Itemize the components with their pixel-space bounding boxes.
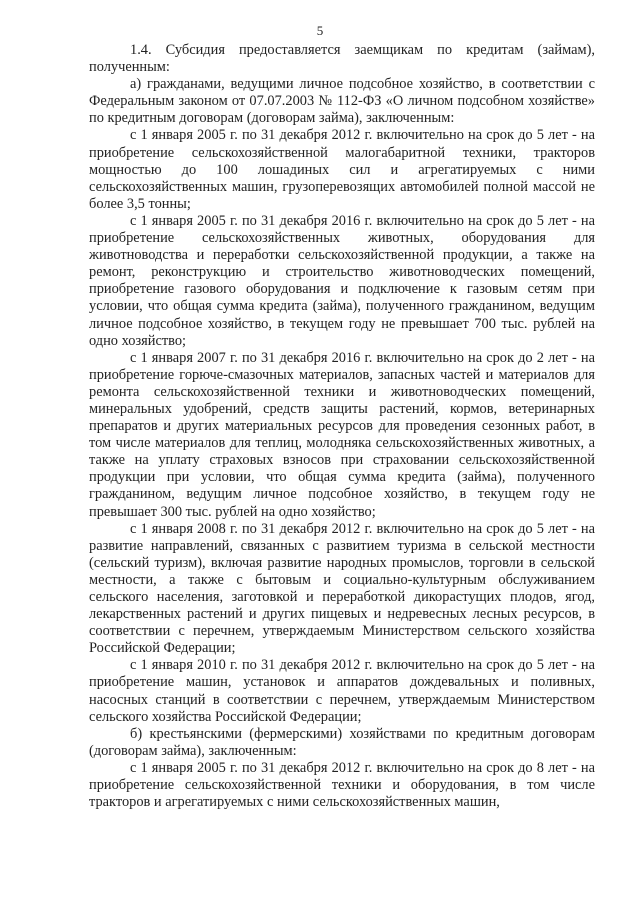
paragraph-tourism-2008-2012: с 1 января 2008 г. по 31 декабря 2012 г. включительно на срок до 5 лет - на развитие направлений, связанных с развитием туризма в сельской местности (сельский туризм), включая развитие народных промыслов, торговли в сельской местности, а также с бытовым и социально-культурным обслуживанием сельского населения, заготовкой и переработкой дикорастущих плодов, ягод, лекарственных растений и других пищевых и недревесных лесных ресурсов, в соответствии с перечнем, утверждаемым Министерством сельского хозяйства Российской Федерации;: [89, 520, 595, 657]
paragraph-1-4-intro: 1.4. Субсидия предоставляется заемщикам по кредитам (займам), полученным:: [89, 42, 595, 76]
paragraph-seasonal-2007-2016: с 1 января 2007 г. по 31 декабря 2016 г. включительно на срок до 2 лет - на приобретение горюче-смазочных материалов, запасных частей и материалов для ремонта сельскохозяйственной техники и животноводческих помещений, минеральных удобрений, средств защиты растений, кормов, ветеринарных препаратов и других материальных ресурсов для проведения сезонных работ, в том числе материалов для теплиц, молодняка сельскохозяйственных животных, а также на уплату страховых взносов при страховании сельскохозяйственной продукции при условии, что общая сумма кредита (займа), полученного гражданином, ведущим личное подсобное хозяйство, в текущем году не превышает 300 тыс. рублей на одно хозяйство;: [89, 349, 595, 520]
paragraph-a-citizens: а) гражданами, ведущими личное подсобное хозяйство, в соответствии с Федеральным законом от 07.07.2003 № 112-ФЗ «О личном подсобном хозяйстве» по кредитным договорам (договорам займа), заключенным:: [89, 76, 595, 127]
page-number: 5: [316, 23, 324, 38]
paragraph-b-farms: б) крестьянскими (фермерскими) хозяйствами по кредитным договорам (договорам займа), заключенным:: [89, 725, 595, 759]
document-body: [89, 42, 595, 811]
paragraph-irrigation-2010-2012: с 1 января 2010 г. по 31 декабря 2012 г. включительно на срок до 5 лет - на приобретение машин, установок и аппаратов дождевальных и поливных, насосных станций в соответствии с перечнем, утверждаемым Министерством сельского хозяйства Российской Федерации;: [89, 657, 595, 725]
paragraph-farm-machinery-2005-2012: с 1 января 2005 г. по 31 декабря 2012 г. включительно на срок до 8 лет - на приобретение сельскохозяйственной техники и оборудования, в том числе тракторов и агрегатируемых с ними сельскохозяйственных машин,: [89, 759, 595, 811]
paragraph-machinery-2005-2012: с 1 января 2005 г. по 31 декабря 2012 г. включительно на срок до 5 лет - на приобретение сельскохозяйственной малогабаритной техники, тракторов мощностью до 100 лошадиных сил и агрегатируемых с ними сельскохозяйственных машин, грузоперевозящих автомобилей полной массой не более 3,5 тонны;: [89, 127, 595, 212]
paragraph-livestock-2005-2016: с 1 января 2005 г. по 31 декабря 2016 г. включительно на срок до 5 лет - на приобретение сельскохозяйственных животных, оборудования для животноводства и переработки сельскохозяйственной продукции, а также на ремонт, реконструкцию и строительство животноводческих помещений, приобретение газового оборудования и подключение к газовым сетям при условии, что общая сумма кредита (займа), полученного гражданином, ведущим личное подсобное хозяйство, в текущем году не превышает 700 тыс. рублей на одно хозяйство;: [89, 212, 595, 349]
